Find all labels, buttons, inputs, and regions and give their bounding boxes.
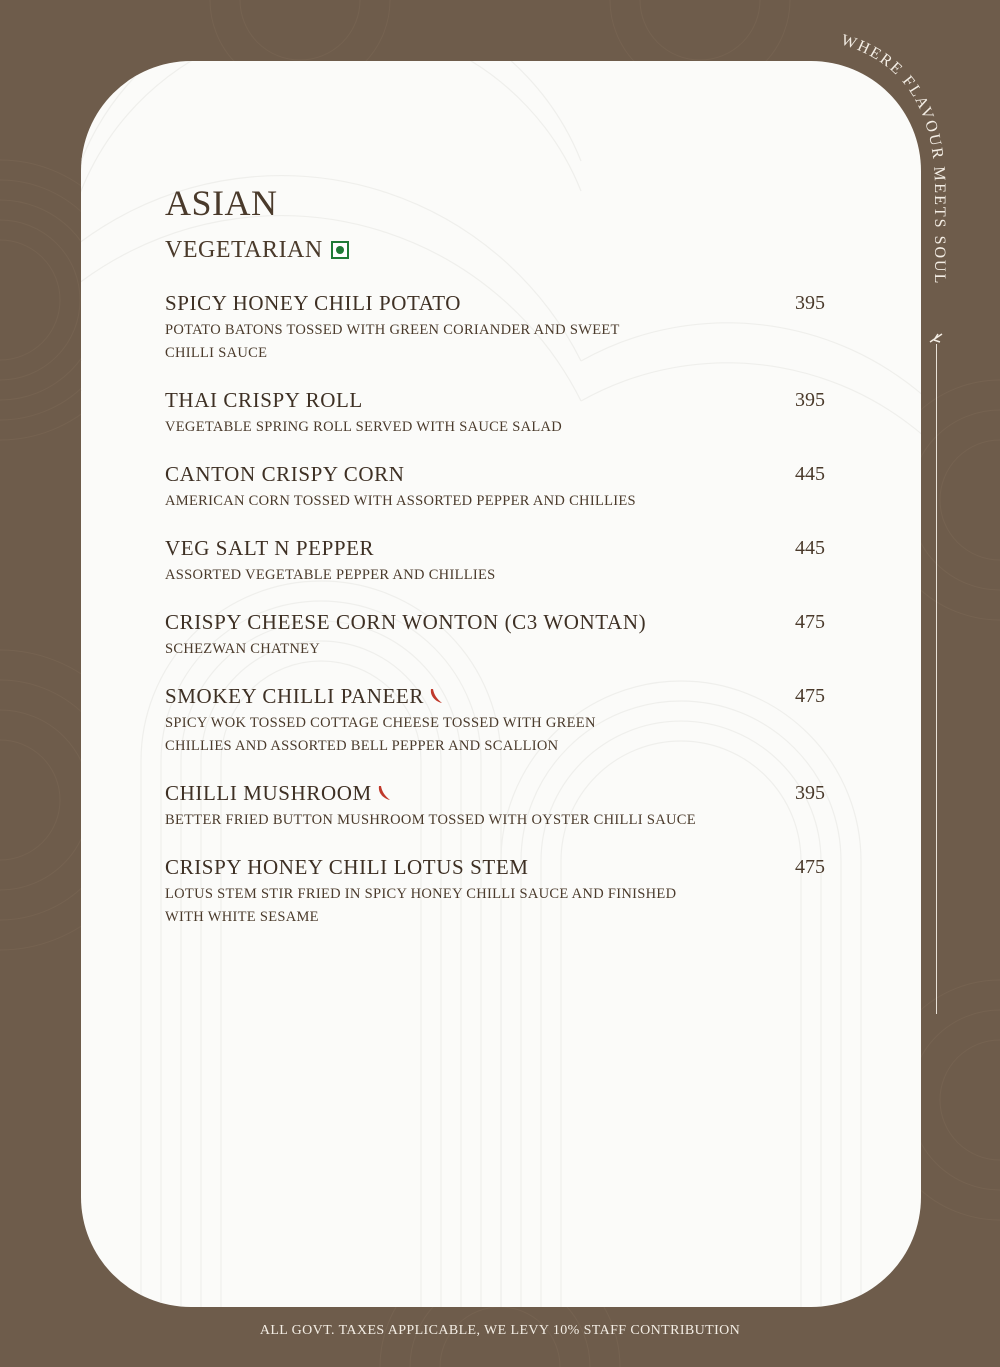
menu-item-name-row — [165, 853, 825, 881]
menu-item-description — [165, 416, 735, 439]
menu-item-name-row — [165, 682, 825, 710]
subtitle-row — [165, 235, 825, 265]
menu-item-name: THAI CRISPY ROLL — [165, 387, 363, 412]
menu-item-name: SPICY HONEY CHILI POTATO — [165, 290, 462, 315]
menu-item-name: VEG SALT N PEPPER — [165, 535, 375, 560]
menu-item-description — [165, 809, 735, 832]
menu-item-name: CHILLI MUSHROOM — [165, 780, 372, 805]
menu-item-description — [165, 319, 735, 365]
veg-mark-icon — [331, 241, 349, 259]
menu-content — [165, 181, 825, 950]
menu-item-description-line: SCHEZWAN CHATNEY — [165, 641, 321, 657]
menu-items — [165, 289, 825, 929]
menu-item — [165, 460, 825, 513]
menu-item — [165, 853, 825, 929]
menu-item-description-line: CHILLI SAUCE — [165, 345, 268, 361]
menu-item-name: CRISPY HONEY CHILI LOTUS STEM — [165, 854, 529, 879]
tagline-text: WHERE FLAVOUR MEETS SOUL — [839, 31, 949, 286]
menu-item-price: 395 — [795, 389, 825, 411]
menu-item-description-line: WITH WHITE SESAME — [165, 909, 319, 925]
chili-icon — [376, 784, 392, 802]
menu-item-name-row — [165, 460, 825, 488]
menu-item-name: CANTON CRISPY CORN — [165, 461, 405, 486]
menu-item-name-row — [165, 289, 825, 317]
menu-item-description-line: ASSORTED VEGETABLE PEPPER AND CHILLIES — [165, 567, 496, 583]
leaf-icon — [930, 334, 942, 342]
menu-item-name-row — [165, 779, 825, 807]
menu-item-price: 395 — [795, 782, 825, 804]
menu-item-price: 395 — [795, 292, 825, 314]
menu-item — [165, 779, 825, 832]
menu-item-description-line: BETTER FRIED BUTTON MUSHROOM TOSSED WITH OYSTER CHILLI SAUCE — [165, 812, 696, 828]
tagline — [820, 30, 970, 350]
menu-item-price: 445 — [795, 463, 825, 485]
menu-item-description — [165, 490, 735, 513]
menu-item-description — [165, 564, 735, 587]
menu-item-name-row — [165, 534, 825, 562]
section-title: ASIAN — [165, 183, 278, 223]
footer-note: ALL GOVT. TAXES APPLICABLE, WE LEVY 10% STAFF CONTRIBUTION — [259, 1323, 741, 1338]
menu-item — [165, 608, 825, 661]
menu-item-description-line: POTATO BATONS TOSSED WITH GREEN CORIANDER AND SWEET — [165, 322, 620, 338]
menu-item-price: 475 — [795, 856, 825, 878]
menu-item — [165, 386, 825, 439]
svg-text:WHERE FLAVOUR MEETS SOUL — [839, 32, 948, 286]
menu-item-description-line: AMERICAN CORN TOSSED WITH ASSORTED PEPPER AND CHILLIES — [165, 493, 636, 509]
menu-item-name-row — [165, 386, 825, 414]
menu-item-price: 475 — [795, 685, 825, 707]
menu-item-name-row — [165, 608, 825, 636]
menu-item-name: CRISPY CHEESE CORN WONTON (C3 WONTAN) — [165, 609, 647, 634]
menu-item-description — [165, 638, 735, 661]
menu-item — [165, 289, 825, 365]
section-subtitle: VEGETARIAN — [165, 236, 323, 263]
menu-item-description-line: VEGETABLE SPRING ROLL SERVED WITH SAUCE SALAD — [165, 419, 563, 435]
menu-item-name: SMOKEY CHILLI PANEER — [165, 683, 424, 708]
menu-item — [165, 682, 825, 758]
menu-item — [165, 534, 825, 587]
menu-item-price: 475 — [795, 611, 825, 633]
menu-item-description-line: SPICY WOK TOSSED COTTAGE CHEESE TOSSED WITH GREEN — [165, 715, 596, 731]
menu-card — [81, 61, 921, 1307]
chili-icon — [428, 687, 444, 705]
menu-item-description-line: CHILLIES AND ASSORTED BELL PEPPER AND SCALLION — [165, 738, 559, 754]
menu-item-price: 445 — [795, 537, 825, 559]
menu-item-description — [165, 883, 735, 929]
menu-item-description — [165, 712, 735, 758]
menu-item-description-line: LOTUS STEM STIR FRIED IN SPICY HONEY CHILLI SAUCE AND FINISHED — [165, 886, 677, 902]
side-divider — [936, 344, 937, 1014]
